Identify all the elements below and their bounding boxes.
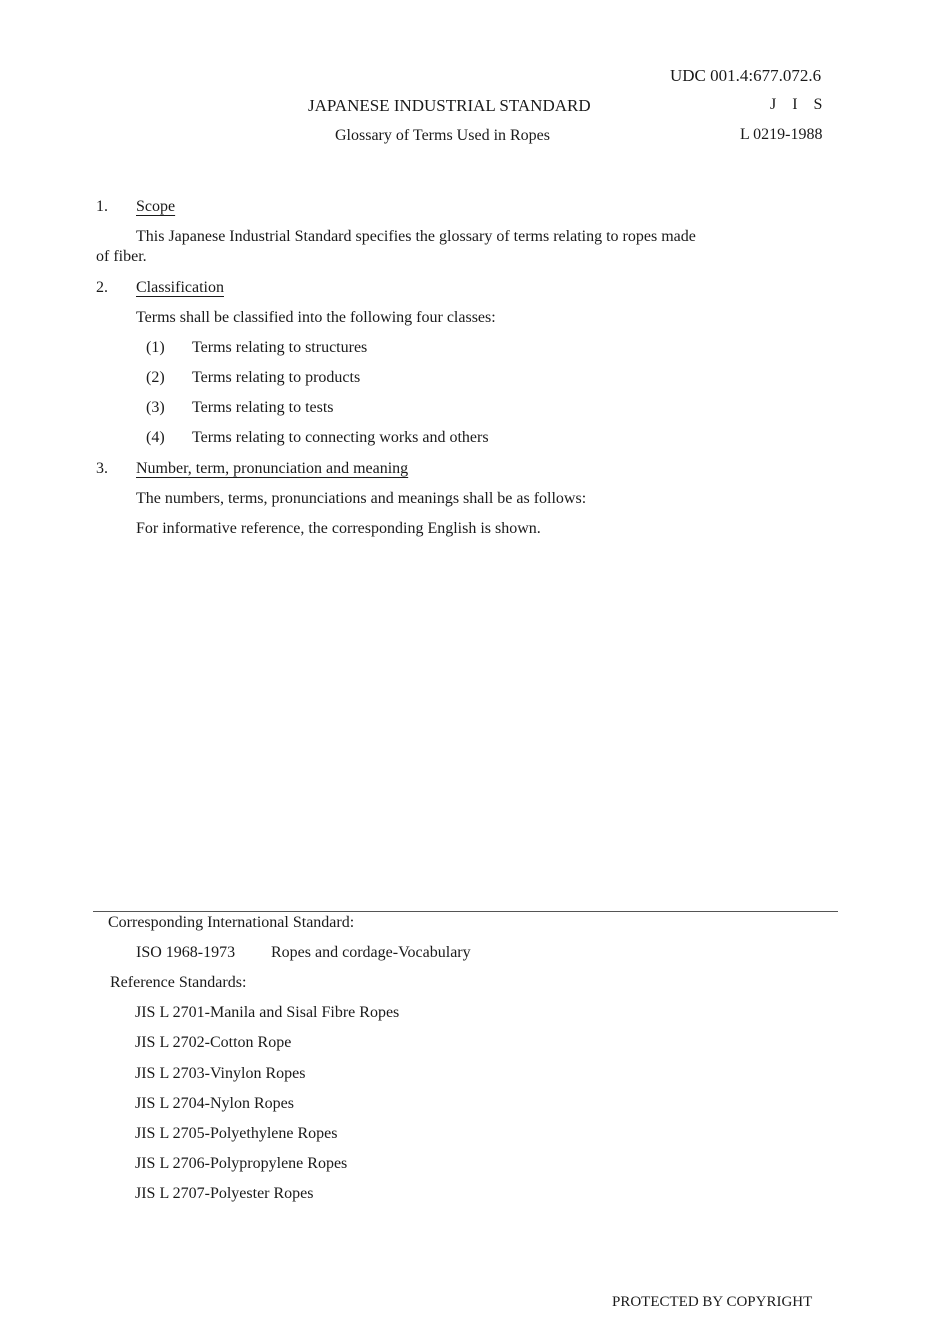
reference-item: JIS L 2701-Manila and Sisal Fibre Ropes bbox=[135, 1004, 400, 1021]
reference-item: JIS L 2705-Polyethylene Ropes bbox=[135, 1125, 338, 1142]
standard-number: L 0219-1988 bbox=[740, 126, 823, 143]
list-item-number: (2) bbox=[146, 369, 165, 386]
list-item-text: Terms relating to structures bbox=[192, 339, 368, 356]
section-3-line-2: For informative reference, the corresponding English is shown. bbox=[136, 520, 541, 537]
section-2-number: 2. bbox=[96, 279, 108, 296]
document-title: Glossary of Terms Used in Ropes bbox=[335, 127, 551, 144]
list-item-number: (3) bbox=[146, 399, 165, 416]
reference-item: JIS L 2703-Vinylon Ropes bbox=[135, 1065, 306, 1082]
copyright-notice: PROTECTED BY COPYRIGHT bbox=[612, 1294, 813, 1310]
section-1-line-2: of fiber. bbox=[96, 248, 147, 265]
footnote-divider bbox=[93, 911, 838, 912]
section-3-heading: Number, term, pronunciation and meaning bbox=[136, 460, 409, 477]
list-item-text: Terms relating to connecting works and others bbox=[192, 429, 489, 446]
list-item-text: Terms relating to products bbox=[192, 369, 361, 386]
intl-standard-code: ISO 1968-1973 bbox=[136, 944, 236, 961]
section-1-heading: Scope bbox=[136, 198, 176, 215]
list-item-text: Terms relating to tests bbox=[192, 399, 334, 416]
udc-code: UDC 001.4:677.072.6 bbox=[670, 66, 822, 85]
section-3-number: 3. bbox=[96, 460, 108, 477]
reference-standards-label: Reference Standards: bbox=[110, 974, 247, 991]
section-1-number: 1. bbox=[96, 198, 108, 215]
list-item-number: (4) bbox=[146, 429, 165, 446]
reference-item: JIS L 2704-Nylon Ropes bbox=[135, 1095, 294, 1112]
list-item-number: (1) bbox=[146, 339, 165, 356]
standard-type: JAPANESE INDUSTRIAL STANDARD bbox=[308, 96, 591, 115]
section-2-heading: Classification bbox=[136, 279, 224, 296]
section-2-intro: Terms shall be classified into the following four classes: bbox=[136, 309, 496, 326]
reference-item: JIS L 2706-Polypropylene Ropes bbox=[135, 1155, 348, 1172]
reference-item: JIS L 2707-Polyester Ropes bbox=[135, 1185, 314, 1202]
jis-mark: J I S bbox=[770, 96, 829, 113]
section-3-line-1: The numbers, terms, pronunciations and meanings shall be as follows: bbox=[136, 490, 587, 507]
intl-standard-label: Corresponding International Standard: bbox=[108, 914, 355, 931]
intl-standard-title: Ropes and cordage-Vocabulary bbox=[271, 944, 471, 961]
section-1-line-1: This Japanese Industrial Standard specifies the glossary of terms relating to ropes made bbox=[136, 228, 696, 245]
reference-item: JIS L 2702-Cotton Rope bbox=[135, 1034, 292, 1051]
